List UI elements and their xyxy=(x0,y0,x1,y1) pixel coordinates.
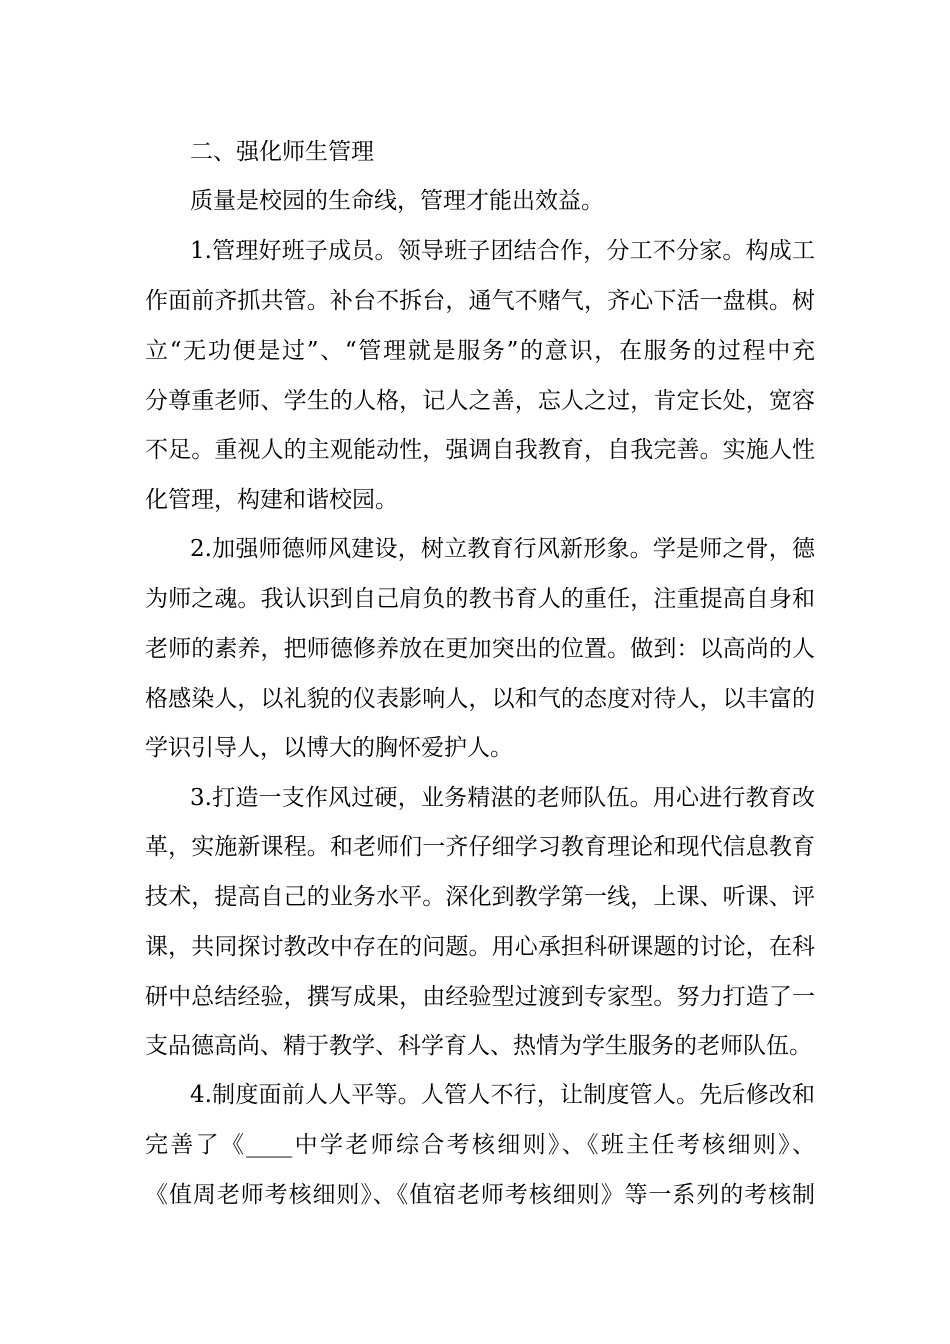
paragraph-line: 老师的素养，把师德修养放在更加突出的位置。做到：以高尚的人 xyxy=(145,636,815,662)
paragraph-line: 3.打造一支作风过硬，业务精湛的老师队伍。用心进行教育改 xyxy=(190,785,815,811)
paragraph-line: 完善了《____中学老师综合考核细则》、《班主任考核细则》、 xyxy=(145,1132,815,1158)
section-heading: 二、强化师生管理 xyxy=(190,139,374,165)
paragraph-line: 课，共同探讨教改中存在的问题。用心承担科研课题的讨论，在科 xyxy=(145,934,815,960)
paragraph-line: 技术，提高自己的业务水平。深化到教学第一线，上课、听课、评 xyxy=(145,884,815,910)
paragraph-line: 4.制度面前人人平等。人管人不行，让制度管人。先后修改和 xyxy=(190,1082,815,1108)
paragraph-line: 学识引导人，以博大的胸怀爱护人。 xyxy=(145,735,513,761)
paragraph-line: 不足。重视人的主观能动性，强调自我教育，自我完善。实施人性 xyxy=(145,437,815,463)
paragraph-line: 为师之魂。我认识到自己肩负的教书育人的重任，注重提高自身和 xyxy=(145,586,815,612)
paragraph-line: 分尊重老师、学生的人格，记人之善，忘人之过，肯定长处，宽容 xyxy=(145,388,815,414)
paragraph-line: 2.加强师德师风建设，树立教育行风新形象。学是师之骨，德 xyxy=(190,536,815,562)
paragraph-line: 质量是校园的生命线，管理才能出效益。 xyxy=(190,188,604,214)
paragraph-line: 支品德高尚、精于教学、科学育人、热情为学生服务的老师队伍。 xyxy=(145,1033,812,1059)
paragraph-line: 化管理，构建和谐校园。 xyxy=(145,487,398,513)
paragraph-line: 研中总结经验，撰写成果，由经验型过渡到专家型。努力打造了一 xyxy=(145,984,815,1010)
paragraph-line: 1.管理好班子成员。领导班子团结合作，分工不分家。构成工 xyxy=(190,238,815,264)
paragraph-line: 《值周老师考核细则》、《值宿老师考核细则》等一系列的考核制 xyxy=(145,1182,815,1208)
paragraph-line: 作面前齐抓共管。补台不拆台，通气不赌气，齐心下活一盘棋。树 xyxy=(145,288,815,314)
paragraph-line: 立“无功便是过”、“管理就是服务”的意识，在服务的过程中充 xyxy=(145,338,815,364)
paragraph-line: 革，实施新课程。和老师们一齐仔细学习教育理论和现代信息教育 xyxy=(145,834,815,860)
paragraph-line: 格感染人，以礼貌的仪表影响人，以和气的态度对待人，以丰富的 xyxy=(145,686,815,712)
